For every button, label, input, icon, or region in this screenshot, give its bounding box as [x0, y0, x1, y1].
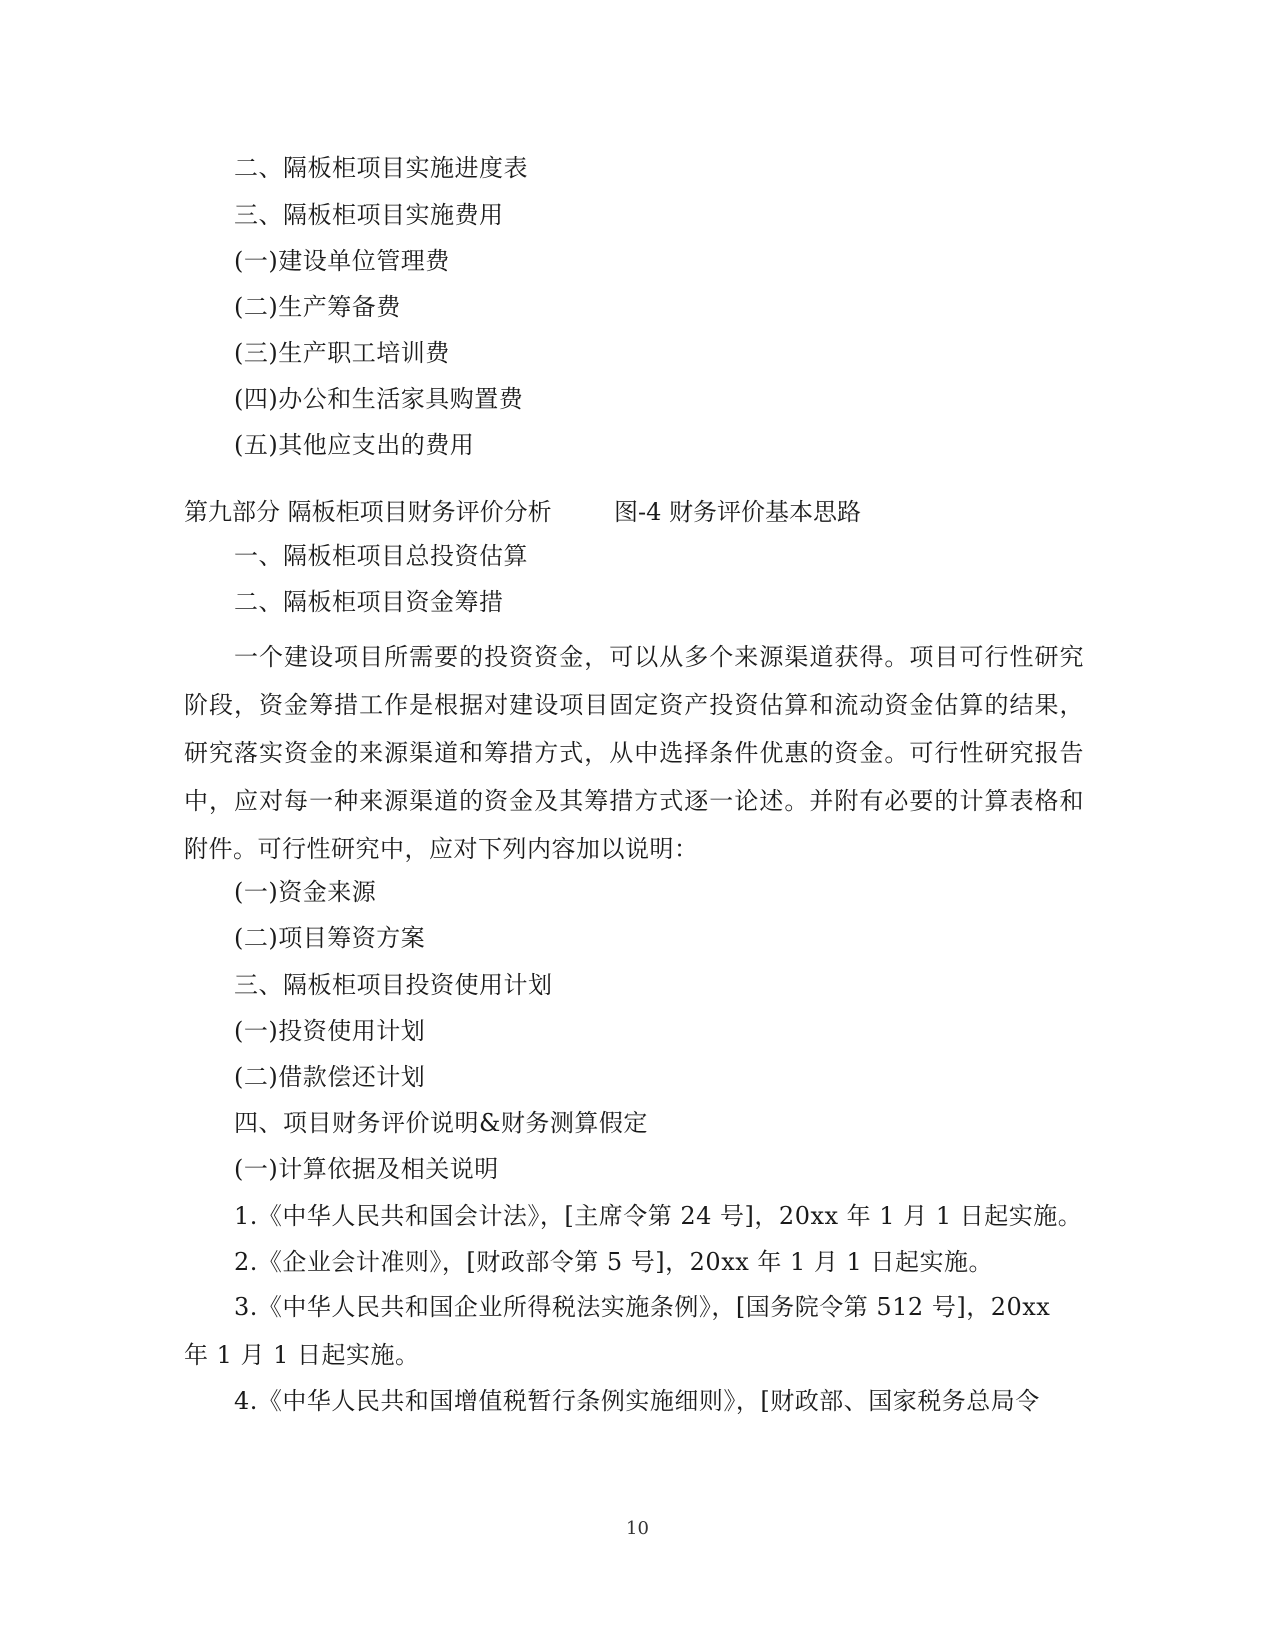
list-item: (三)生产职工培训费	[234, 339, 450, 367]
section-heading: 一、隔板柜项目总投资估算	[234, 542, 528, 570]
reference-item: 2.《企业会计准则》，[财政部令第 5 号]，20xx 年 1 月 1 日起实施。	[234, 1248, 993, 1276]
list-item: (二)生产筹备费	[234, 293, 401, 321]
list-item: (一)投资使用计划	[234, 1017, 426, 1045]
body-paragraph: 一个建设项目所需要的投资资金，可以从多个来源渠道获得。项目可行性研究阶段，资金筹措工作是根据对建设项目固定资产投资估算和流动资金估算的结果，研究落实资金的来源渠道和筹措方式，从中选择条件优惠的资金。可行性研究报告中，应对每一种来源渠道的资金及其筹措方式逐一论述。并附有必要的计算表格和附件。可行性研究中，应对下列内容加以说明：	[184, 643, 1084, 863]
list-item: (一)计算依据及相关说明	[234, 1155, 499, 1183]
list-item: (五)其他应支出的费用	[234, 431, 475, 459]
part-heading: 第九部分 隔板柜项目财务评价分析	[184, 498, 552, 526]
reference-item: 1.《中华人民共和国会计法》，[主席令第 24 号]，20xx 年 1 月 1 日起实施。	[234, 1202, 1083, 1230]
section-heading: 三、隔板柜项目实施费用	[234, 201, 504, 229]
section-heading: 二、隔板柜项目资金筹措	[234, 588, 504, 616]
figure-caption: 图-4 财务评价基本思路	[614, 498, 862, 526]
section-heading: 四、项目财务评价说明&财务测算假定	[234, 1109, 648, 1137]
list-item: (一)资金来源	[234, 878, 377, 906]
list-item: (四)办公和生活家具购置费	[234, 385, 524, 413]
list-item: (二)项目筹资方案	[234, 924, 426, 952]
part-heading-row	[184, 497, 862, 527]
page-number: 10	[626, 1518, 649, 1539]
section-heading: 二、隔板柜项目实施进度表	[234, 154, 528, 182]
list-item: (一)建设单位管理费	[234, 247, 450, 275]
section-heading: 三、隔板柜项目投资使用计划	[234, 971, 553, 999]
reference-item: 3.《中华人民共和国企业所得税法实施条例》，[国务院令第 512 号]，20xx 年 1 月 1 日起实施。	[184, 1293, 1051, 1369]
list-item: (二)借款偿还计划	[234, 1063, 426, 1091]
reference-item: 4.《中华人民共和国增值税暂行条例实施细则》，[财政部、国家税务总局令	[234, 1387, 1040, 1415]
